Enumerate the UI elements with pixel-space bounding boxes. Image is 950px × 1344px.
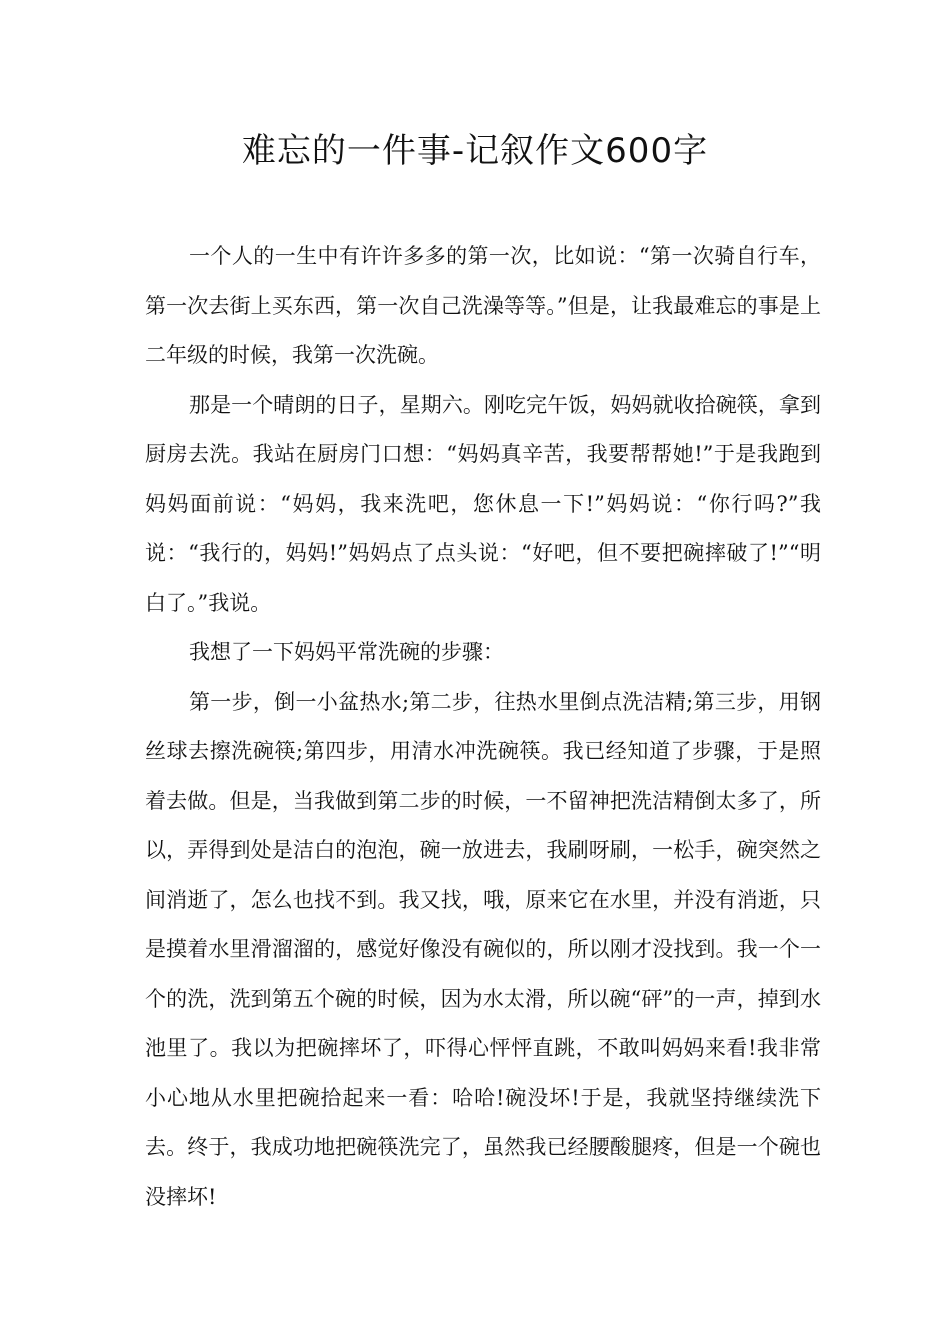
paragraph-4: 第一步，倒一小盆热水;第二步，往热水里倒点洗洁精;第三步，用钢丝球去擦洗碗筷;第四步，用清水冲洗碗筷。我已经知道了步骤，于是照着去做。但是，当我做到第二步的时候，一不留神把洗洁精倒太多了，所以，弄得到处是洁白的泡泡，碗一放进去，我刷呀刷，一松手，碗突然之间消逝了，怎么也找不到。我又找，哦，原来它在水里，并没有消逝，只是摸着水里滑溜溜的，感觉好像没有碗似的，所以刚才没找到。我一个一个的洗，洗到第五个碗的时候，因为水太滑，所以碗“砰”的一声，掉到水池里了。我以为把碗摔坏了，吓得心怦怦直跳，不敢叫妈妈来看!我非常小心地从水里把碗拾起来一看：哈哈!碗没坏!于是，我就坚持继续洗下去。终于，我成功地把碗筷洗完了，虽然我已经腰酸腿疼，但是一个碗也没摔坏!	[145, 689, 821, 1209]
paragraph-3: 我想了一下妈妈平常洗碗的步骤：	[189, 640, 504, 664]
paragraph-1: 一个人的一生中有许许多多的第一次，比如说：“第一次骑自行车，第一次去街上买东西，第一次自己洗澡等等。”但是，让我最难忘的事是上二年级的时候，我第一次洗碗。	[145, 244, 821, 367]
document-body	[145, 232, 821, 1222]
document-title: 难忘的一件事-记叙作文600字	[241, 131, 709, 171]
paragraph-2: 那是一个晴朗的日子，星期六。刚吃完午饭，妈妈就收拾碗筷，拿到厨房去洗。我站在厨房门口想：“妈妈真辛苦，我要帮帮她!”于是我跑到妈妈面前说：“妈妈，我来洗吧，您休息一下!”妈妈说：“你行吗?”我说：“我行的，妈妈!”妈妈点了点头说：“好吧，但不要把碗摔破了!”“明白了。”我说。	[145, 392, 821, 615]
